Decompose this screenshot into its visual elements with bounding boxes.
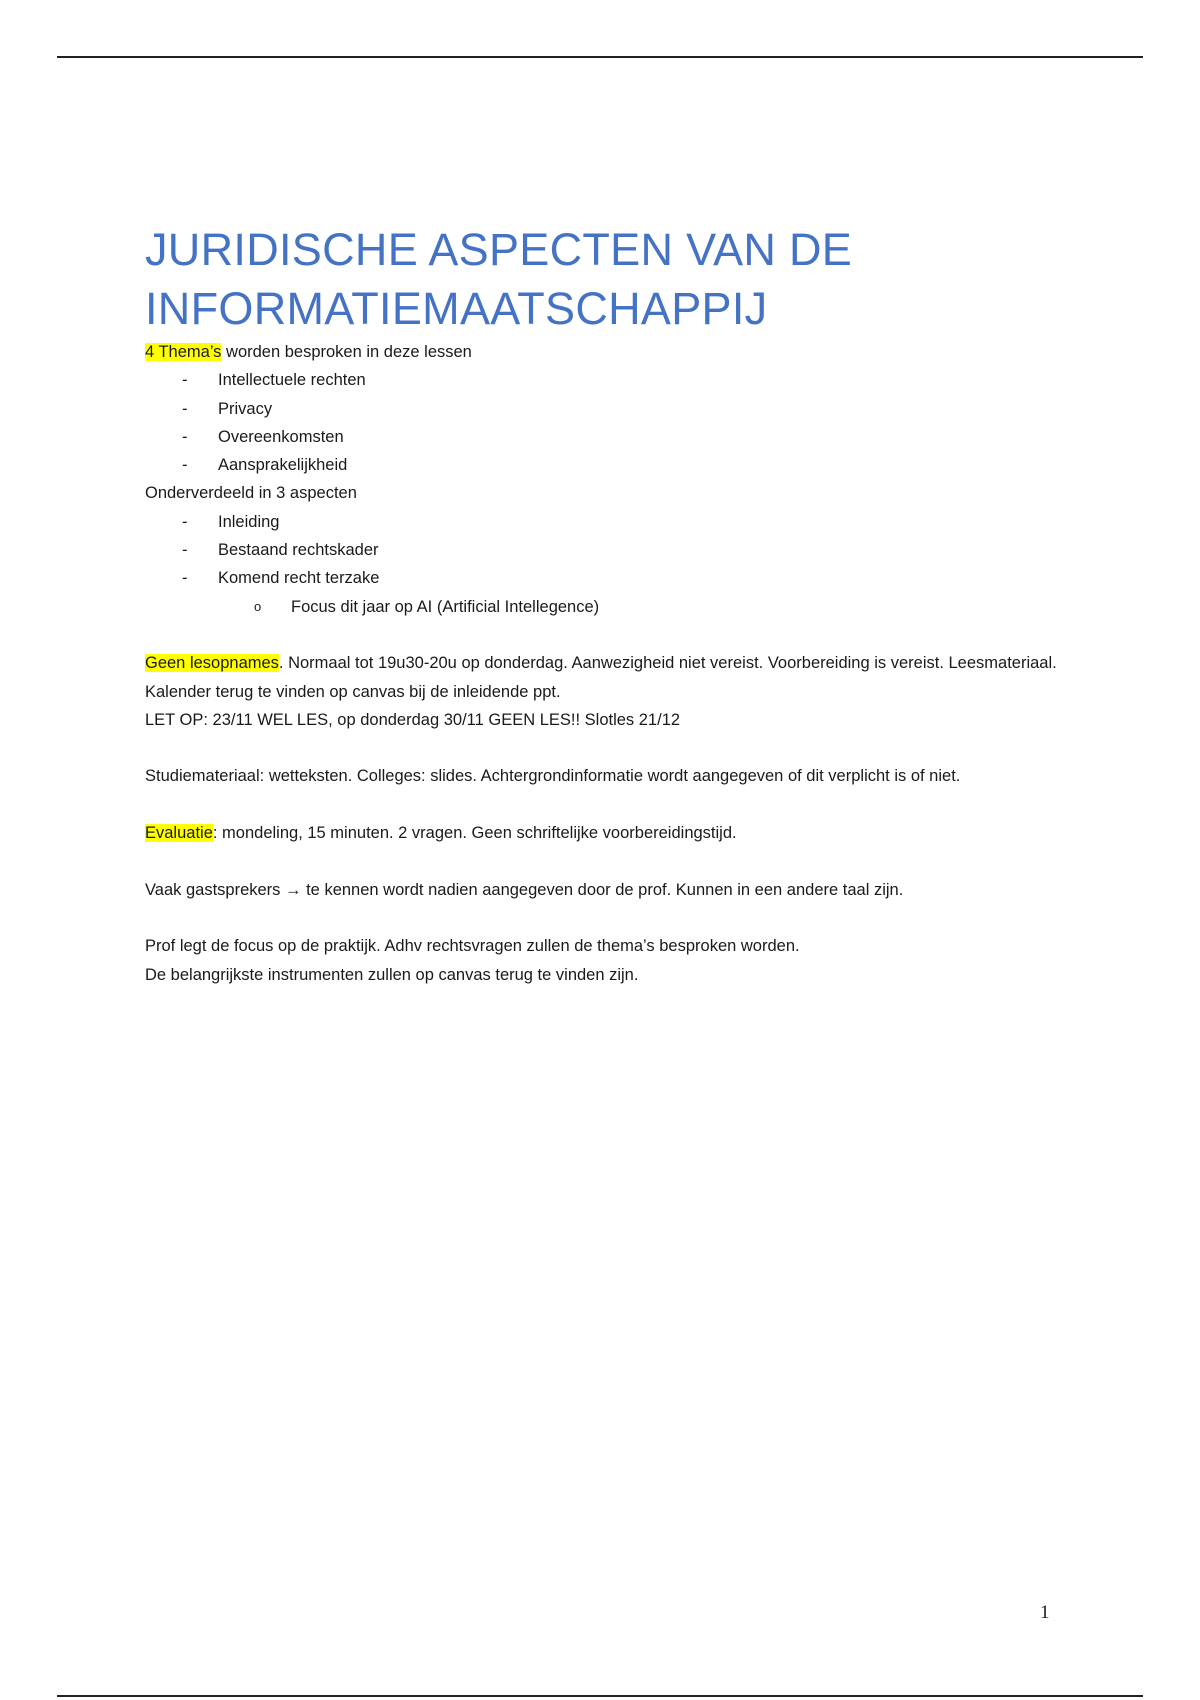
- aspects-list: [145, 508, 1065, 593]
- sub-list-item: [145, 593, 1065, 621]
- focus-line-1: Prof legt de focus op de praktijk. Adhv rechtsvragen zullen de thema’s besproken worden.: [145, 937, 800, 956]
- circle-bullet: o: [254, 598, 262, 614]
- header-rule: [57, 56, 1143, 58]
- dash-bullet: -: [182, 399, 188, 418]
- lessons-paragraph: [145, 649, 1065, 706]
- themes-intro: [145, 338, 1065, 366]
- lessons-notice: LET OP: 23/11 WEL LES, op donderdag 30/11 GEEN LES!! Slotles 21/12: [145, 710, 681, 729]
- evaluation-highlight: Evaluatie: [145, 824, 213, 843]
- lessons-highlight: Geen lesopnames: [145, 654, 279, 673]
- list-item-text: Overeenkomsten: [218, 427, 344, 446]
- lessons-text: . Normaal tot 19u30-20u op donderdag. Aanwezigheid niet vereist. Voorbereiding is vereist. Leesmateriaal. Kalender terug te vinden op canvas bij de inleidende ppt.: [145, 654, 1057, 701]
- list-item: [145, 564, 1065, 592]
- spacer: [145, 847, 1065, 875]
- dash-bullet: -: [182, 371, 188, 390]
- list-item: [145, 395, 1065, 423]
- themes-intro-text: worden besproken in deze lessen: [221, 343, 472, 361]
- list-item-text: Bestaand rechtskader: [218, 541, 379, 560]
- list-item: [145, 508, 1065, 536]
- list-item-text: Privacy: [218, 399, 273, 418]
- spacer: [145, 904, 1065, 932]
- study-material-paragraph: Studiemateriaal: wetteksten. Colleges: slides. Achtergrondinformatie wordt aangegeven of dit verplicht is of niet.: [145, 767, 961, 786]
- document-body: [145, 220, 1065, 989]
- list-item-text: Inleiding: [218, 512, 280, 531]
- dash-bullet: -: [182, 456, 188, 475]
- list-item-text: Aansprakelijkheid: [218, 456, 348, 475]
- document-title: [145, 220, 1065, 338]
- focus-line-2: De belangrijkste instrumenten zullen op canvas terug te vinden zijn.: [145, 965, 639, 984]
- aspects-intro: Onderverdeeld in 3 aspecten: [145, 484, 357, 503]
- evaluation-text: : mondeling, 15 minuten. 2 vragen. Geen schriftelijke voorbereidingstijd.: [212, 824, 737, 843]
- list-item-text: Komend recht terzake: [218, 569, 380, 588]
- evaluation-paragraph: [145, 819, 1065, 847]
- dash-bullet: -: [182, 427, 188, 446]
- spacer: [145, 621, 1065, 649]
- title-line-2: INFORMATIEMAATSCHAPPIJ: [145, 283, 768, 334]
- aspects-sublist: [145, 593, 1065, 621]
- list-item: [145, 536, 1065, 564]
- dash-bullet: -: [182, 569, 188, 588]
- page-number: 1: [1040, 1602, 1050, 1623]
- themes-highlight: 4 Thema’s: [145, 343, 222, 361]
- list-item-text: Intellectuele rechten: [218, 371, 366, 390]
- list-item: [145, 366, 1065, 394]
- dash-bullet: -: [182, 512, 188, 531]
- themes-list: [145, 366, 1065, 479]
- list-item: [145, 451, 1065, 479]
- title-line-1: JURIDISCHE ASPECTEN VAN DE: [145, 224, 853, 275]
- spacer: [145, 791, 1065, 819]
- guests-paragraph: Vaak gastsprekers → te kennen wordt nadien aangegeven door de prof. Kunnen in een andere taal zijn.: [145, 880, 904, 899]
- list-item: [145, 423, 1065, 451]
- dash-bullet: -: [182, 541, 188, 560]
- footer-rule: [57, 1695, 1143, 1697]
- sub-list-item-text: Focus dit jaar op AI (Artificial Intellegence): [291, 597, 600, 616]
- spacer: [145, 734, 1065, 762]
